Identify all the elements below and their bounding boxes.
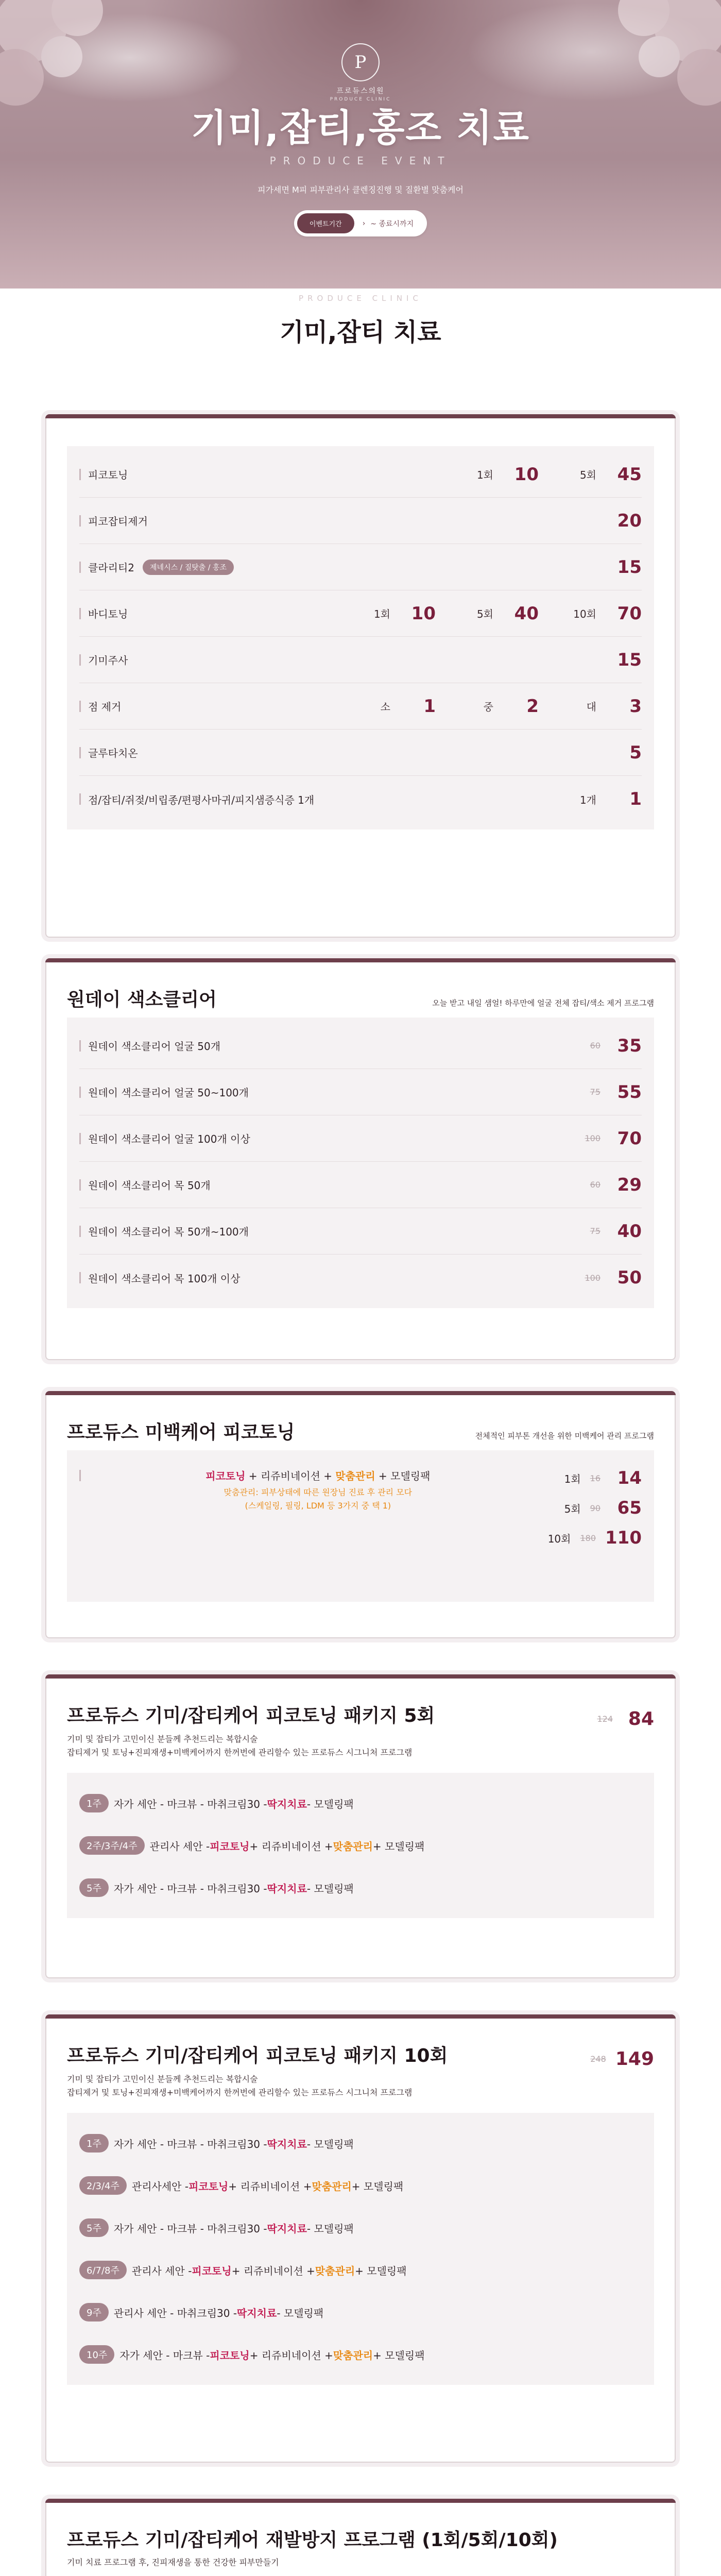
section-title: 기미,잡티 치료	[280, 318, 441, 347]
row-bar	[79, 1087, 81, 1098]
step-badge: 2주/3주/4주	[79, 1836, 145, 1855]
price-list	[67, 446, 654, 829]
item-price	[585, 1267, 642, 1288]
price-value: 70	[617, 603, 642, 624]
price-value: 1	[629, 789, 642, 809]
card-note: 오늘 받고 내일 샘얼! 하루만에 얼굴 전체 잡티/색소 제거 프로그램	[432, 998, 654, 1008]
item-price	[590, 1175, 642, 1195]
highlight-text: 피코토닝	[188, 2180, 229, 2193]
step-badge: 1주	[79, 2134, 109, 2153]
step-description	[79, 2176, 642, 2195]
item-price	[590, 1036, 642, 1056]
step-badge: 1주	[79, 1794, 109, 1812]
card-note: 전체적인 피부톤 개선을 위한 미백케어 관리 프로그램	[475, 1431, 654, 1440]
step-description	[79, 2345, 642, 2364]
item-prices	[436, 464, 642, 485]
list-item	[79, 1023, 642, 1069]
price-option	[333, 603, 436, 624]
price-label: 중	[483, 701, 493, 713]
card-header	[67, 1701, 654, 1730]
item-name: 원데이 색소클리어 얼굴 50~100개	[88, 1087, 249, 1099]
step-text: + 리쥬비네이션 +	[231, 2264, 315, 2277]
item-name	[88, 606, 333, 621]
price-list	[67, 1018, 654, 1308]
list-item	[79, 1208, 642, 1255]
item-name: 원데이 색소클리어 목 100개 이상	[88, 1272, 241, 1285]
row-bar	[79, 1179, 81, 1191]
item-name	[88, 792, 539, 807]
list-item	[79, 544, 642, 590]
old-price: 180	[580, 1533, 596, 1543]
event-period-pill	[294, 210, 427, 236]
price-value: 10	[514, 464, 539, 485]
card-header	[67, 985, 654, 1011]
row-bar	[79, 515, 81, 527]
price-card-basic	[45, 414, 676, 938]
step-text: + 리쥬비네이션 +	[249, 2349, 333, 2362]
row-bar	[79, 793, 81, 805]
old-price: 124	[597, 1714, 613, 1724]
list-item	[79, 1069, 642, 1115]
highlight-text: 딱지치료	[267, 1798, 307, 1810]
step-text: + 리쥬비네이션 +	[228, 2180, 312, 2193]
sale-price: 110	[605, 1528, 642, 1548]
list-item	[79, 451, 642, 498]
item-name	[88, 652, 539, 667]
item-label: 클라리티2	[88, 562, 135, 574]
clinic-logo	[309, 43, 412, 102]
price-stack	[548, 1468, 642, 1548]
item-label: 바디토닝	[88, 608, 128, 620]
price-option	[548, 1528, 642, 1548]
price-option	[564, 1498, 642, 1518]
price-value: 20	[617, 510, 642, 531]
price-option	[539, 464, 642, 485]
arrow-right-icon: ›	[362, 219, 366, 228]
step-badge: 5주	[79, 2218, 109, 2237]
hero-description: 피가세면 M피 피부관리사 클렌징진행 및 질환별 맞춤케어	[258, 185, 464, 195]
highlight-text: 피코토닝	[210, 1840, 250, 1853]
item-label: 점 제거	[88, 701, 122, 713]
logo-sub: PRODUCE CLINIC	[330, 97, 391, 102]
item-name: 원데이 색소클리어 얼굴 100개 이상	[88, 1133, 250, 1145]
price-label: 1회	[564, 1472, 581, 1485]
list-item	[79, 1115, 642, 1162]
step-badge: 2/3/4주	[79, 2176, 127, 2195]
package-price	[597, 1708, 654, 1730]
card-subtitle: 기미 및 잡티가 고민이신 분들께 추천드리는 복합시술 잡티제거 및 토닝+진피재생+미백케어까지 한꺼번에 관리할수 있는 프로듀스 시그니처 프로그램	[67, 1734, 413, 1757]
item-label: 글루타치온	[88, 747, 138, 759]
step-item	[79, 1824, 642, 1867]
step-item	[79, 2333, 642, 2376]
highlight-text: 딱지치료	[237, 2307, 277, 2319]
item-price	[590, 1082, 642, 1103]
step-list	[67, 2113, 654, 2385]
step-text: + 모델링팩	[373, 2349, 425, 2362]
card-title: 프로듀스 기미/잡티케어 피코토닝 패키지 10회	[67, 2045, 448, 2066]
step-badge: 10주	[79, 2345, 114, 2364]
price-value: 1	[423, 696, 436, 717]
price-label: 1회	[373, 608, 390, 620]
event-period	[0, 210, 721, 236]
price-value: 5	[629, 742, 642, 763]
step-text: 자가 세안 - 마크뷰 - 마취크림30 -	[113, 2222, 267, 2235]
price-option	[539, 511, 642, 531]
row-bar	[79, 1133, 81, 1144]
item-label: 피코잡티제거	[88, 515, 148, 528]
step-badge: 9주	[79, 2303, 109, 2321]
step-text: 관리사 세안 - 마취크림30 -	[113, 2307, 237, 2319]
item-name	[88, 560, 539, 575]
item-name: 원데이 색소클리어 목 50개	[88, 1179, 211, 1192]
list-item	[79, 637, 642, 683]
item-name	[88, 513, 539, 528]
step-text: 자가 세안 - 마크뷰 -	[119, 2349, 210, 2362]
card-title: 프로듀스 기미/잡티케어 재발방지 프로그램 (1회/5회/10회)	[67, 2530, 558, 2551]
package-price	[590, 2048, 654, 2070]
price-option	[436, 603, 539, 624]
row-bar	[79, 469, 81, 480]
step-description	[79, 2218, 642, 2237]
list-item	[79, 1455, 642, 1595]
price-value: 15	[617, 649, 642, 670]
price-card-oneday	[45, 958, 676, 1360]
item-label: 점/잡티/쥐젖/비립종/편평사마귀/피지샘증식증 1개	[88, 793, 315, 806]
price-option	[539, 650, 642, 670]
price-card-package10	[45, 2014, 676, 2463]
step-description	[79, 1878, 642, 1897]
price-option	[333, 696, 436, 717]
item-name	[88, 699, 333, 714]
step-item	[79, 1867, 642, 1909]
price-label: 대	[586, 701, 596, 713]
step-text: 관리사세안 -	[131, 2180, 189, 2193]
step-text: - 모델링팩	[306, 2138, 354, 2150]
step-text: + 리쥬비네이션 +	[249, 1840, 333, 1853]
section-eng-label: PRODUCE CLINIC	[299, 294, 422, 303]
item-sub-note: (스케일링, 필링, LDM 등 3가지 중 택 1)	[245, 1501, 391, 1511]
item-prices	[539, 650, 642, 670]
sale-price: 149	[615, 2048, 654, 2070]
list-item	[79, 498, 642, 544]
price-option	[539, 696, 642, 717]
item-name	[88, 467, 436, 482]
event-period-label: 이벤트기간	[297, 213, 354, 233]
card-subtitle: 기미 및 잡티가 고민이신 분들께 추천드리는 복합시술 잡티제거 및 토닝+진피재생+미백케어까지 한꺼번에 관리할수 있는 프로듀스 시그니처 프로그램	[67, 2074, 413, 2097]
item-name: 피코토닝 + 리쥬비네이션 + 맞춤관리 + 모델링팩 맞춤관리: 피부상태에 따른 원장님 진료 후 관리 모다 (스케일링, 필링, LDM 등 3가지 중 택 1)	[88, 1468, 548, 1513]
price-value: 3	[629, 696, 642, 717]
step-item	[79, 2207, 642, 2249]
step-text: 관리사 세안 -	[149, 1840, 210, 1853]
price-label: 소	[380, 701, 390, 713]
list-item	[79, 1162, 642, 1208]
sale-price: 29	[617, 1174, 642, 1195]
list-item	[79, 776, 642, 822]
price-option	[436, 696, 539, 717]
highlight-text: 피코토닝	[205, 1470, 246, 1482]
step-description	[79, 2261, 642, 2279]
item-name: 원데이 색소클리어 목 50개~100개	[88, 1226, 249, 1238]
highlight-text: 맞춤관리	[335, 1470, 375, 1482]
step-description	[79, 1836, 642, 1855]
sale-price: 14	[617, 1468, 642, 1488]
old-price: 60	[590, 1041, 600, 1050]
list-item	[79, 590, 642, 637]
row-bar	[79, 562, 81, 573]
item-label: 기미주사	[88, 654, 128, 667]
price-option	[539, 557, 642, 578]
highlight-text: 딱지치료	[267, 2222, 307, 2235]
price-list	[67, 1450, 654, 1602]
sale-price: 65	[617, 1498, 642, 1518]
step-text: + 모델링팩	[355, 2264, 407, 2277]
logo-icon: P	[341, 43, 380, 81]
old-price: 100	[585, 1133, 600, 1143]
step-text: 자가 세안 - 마크뷰 - 마취크림30 -	[113, 2138, 267, 2150]
item-price	[590, 1221, 642, 1242]
price-option	[539, 742, 642, 763]
step-text: - 모델링팩	[306, 1798, 354, 1810]
step-text: - 모델링팩	[306, 2222, 354, 2235]
item-prices	[539, 742, 642, 763]
price-card-relapse	[45, 2499, 676, 2576]
sale-price: 70	[617, 1128, 642, 1149]
price-label: 5회	[476, 608, 493, 620]
sale-price: 55	[617, 1081, 642, 1103]
item-name: 원데이 색소클리어 얼굴 50개	[88, 1040, 221, 1053]
row-bar	[79, 1226, 81, 1237]
hero-title: 기미,잡티,홍조 치료	[191, 106, 530, 149]
old-price: 75	[590, 1087, 600, 1097]
old-price: 16	[590, 1473, 600, 1483]
item-prices	[333, 603, 642, 624]
old-price: 75	[590, 1226, 600, 1236]
step-item	[79, 1782, 642, 1824]
sale-price: 35	[617, 1035, 642, 1056]
price-label: 10회	[547, 1532, 571, 1545]
highlight-text: 딱지치료	[267, 2138, 307, 2150]
price-value: 45	[617, 464, 642, 485]
sale-price: 40	[617, 1221, 642, 1242]
item-prices	[333, 696, 642, 717]
price-label: 5회	[579, 469, 596, 481]
sale-price: 84	[628, 1708, 654, 1730]
highlight-text: 맞춤관리	[333, 1840, 373, 1853]
step-text: + 모델링팩	[372, 1840, 425, 1853]
step-text: 자가 세안 - 마크뷰 - 마취크림30 -	[113, 1882, 267, 1895]
card-title: 프로듀스 기미/잡티케어 피코토닝 패키지 5회	[67, 1705, 435, 1726]
step-description	[79, 2134, 642, 2153]
step-text: 자가 세안 - 마크뷰 - 마취크림30 -	[113, 1798, 267, 1810]
highlight-text: 맞춤관리	[333, 2349, 373, 2362]
price-option	[436, 464, 539, 485]
price-card-whitening	[45, 1391, 676, 1638]
card-header	[67, 2041, 654, 2070]
item-prices	[539, 789, 642, 809]
hero-eng-title: PRODUCE EVENT	[269, 155, 452, 167]
row-bar	[79, 654, 81, 666]
step-description	[79, 2303, 642, 2321]
old-price: 248	[590, 2054, 606, 2064]
price-value: 2	[526, 696, 539, 717]
row-bar	[79, 701, 81, 712]
hero-banner	[0, 0, 721, 289]
step-badge: 5주	[79, 1878, 109, 1897]
step-list	[67, 1773, 654, 1918]
step-text: - 모델링팩	[277, 2307, 324, 2319]
step-item	[79, 2249, 642, 2291]
price-label: 1회	[476, 469, 493, 481]
item-prices	[539, 511, 642, 531]
item-name	[88, 745, 539, 760]
step-item	[79, 2122, 642, 2164]
step-text: - 모델링팩	[306, 1882, 354, 1895]
event-period-value: ~ 종료시까지	[370, 219, 414, 228]
highlight-text: 맞춤관리	[315, 2264, 355, 2277]
list-item	[79, 683, 642, 730]
item-sub-note: 맞춤관리: 피부상태에 따른 원장님 진료 후 관리 모다	[224, 1487, 413, 1497]
price-label: 10회	[573, 608, 596, 620]
section-header-pigment	[0, 294, 721, 348]
old-price: 60	[590, 1180, 600, 1190]
price-option	[539, 789, 642, 809]
list-item	[79, 1255, 642, 1301]
highlight-text: 딱지치료	[267, 1882, 307, 1895]
item-label: 피코토닝	[88, 469, 128, 481]
price-label: 5회	[564, 1502, 581, 1515]
price-value: 10	[411, 603, 436, 624]
price-card-package5	[45, 1674, 676, 1978]
row-bar	[79, 1272, 81, 1283]
old-price: 100	[585, 1273, 600, 1283]
step-badge: 6/7/8주	[79, 2261, 127, 2279]
row-bar	[79, 608, 81, 619]
step-item	[79, 2164, 642, 2207]
row-bar	[79, 1470, 81, 1481]
price-value: 40	[514, 603, 539, 624]
step-text: + 모델링팩	[351, 2180, 404, 2193]
card-header	[67, 1418, 654, 1444]
price-label: 1개	[579, 793, 596, 806]
item-prices	[539, 557, 642, 578]
highlight-text: 피코토닝	[210, 2349, 250, 2362]
highlight-text: 피코토닝	[192, 2264, 232, 2277]
price-option	[564, 1468, 642, 1488]
price-value: 15	[617, 556, 642, 578]
item-badge: 제네시스 / 질탓출 / 홍조	[143, 560, 234, 575]
row-bar	[79, 747, 81, 758]
old-price: 90	[590, 1503, 600, 1513]
item-price	[585, 1128, 642, 1149]
card-title: 프로듀스 미백케어 피코토닝	[67, 1422, 295, 1443]
price-option	[539, 603, 642, 624]
step-item	[79, 2291, 642, 2333]
card-subtitle: 기미 치료 프로그램 후, 진피재생을 통한 건강한 피부만들기	[67, 2557, 279, 2567]
card-title: 원데이 색소클리어	[67, 989, 217, 1010]
step-description	[79, 1794, 642, 1812]
highlight-text: 맞춤관리	[312, 2180, 352, 2193]
logo-name: 프로듀스의원	[336, 87, 385, 95]
row-bar	[79, 1040, 81, 1052]
sale-price: 50	[617, 1267, 642, 1288]
step-text: 관리사 세안 -	[131, 2264, 192, 2277]
list-item	[79, 730, 642, 776]
